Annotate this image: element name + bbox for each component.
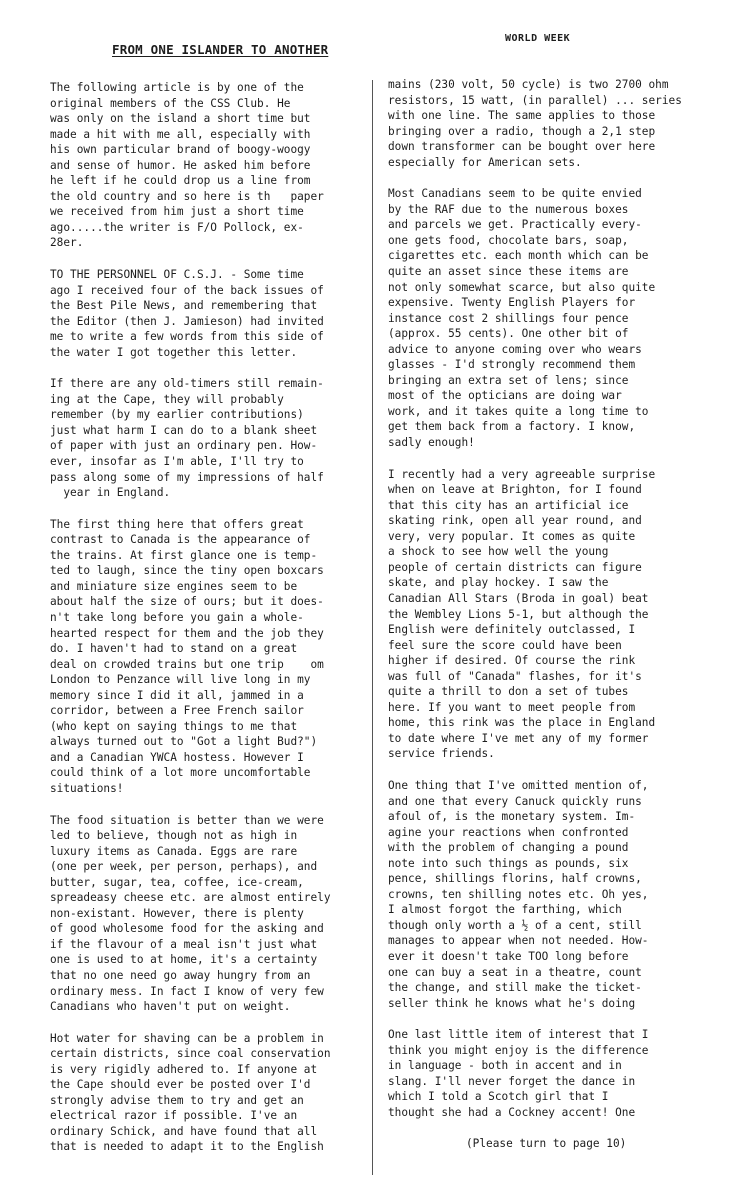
right-column <box>388 77 710 1168</box>
body-paragraph: One thing that I've omitted mention of, and one that every Canuck quickly runs afoul of, is the monetary system. Im- agine your reactions when confronted with the problem of changing a pound note into such things as pounds, six pence, shillings florins, half crowns, crowns, ten shilling notes etc. Oh yes, I almost forgot the farthing, which though only worth a ½ of a cent, still manages to appear when not needed. How- ever it doesn't take TOO long before one can buy a seat in a theatre, count the change, and still make the ticket- seller think he knows what he's doing <box>388 778 649 1010</box>
body-paragraph: TO THE PERSONNEL OF C.S.J. - Some time ago I received four of the back issues of the Best Pile News, and remembering that the Editor (then J. Jamieson) had invited me to write a few words from this side of the water I got together this letter. <box>50 268 324 359</box>
body-paragraph: Most Canadians seem to be quite envied by the RAF due to the numerous boxes and parcels we get. Practically every- one gets food, chocolate bars, soap, cigarettes etc. each month which can be quite an asset since these items are not only somewhat scarce, but also quite expensive. Twenty English Players for instance cost 2 shillings four pence (approx. 55 cents). One other bit of advice to anyone coming over who wears glasses - I'd strongly recommend them bringing an extra set of lens; since most of the opticians are doing war work, and it takes quite a long time to get them back from a factory. I know, sadly enough! <box>388 187 656 450</box>
body-paragraph: Hot water for shaving can be a problem in certain districts, since coal conservation is very rigidly adhered to. If anyone at the Cape should ever be posted over I'd strongly advise them to try and get an electrical razor if possible. I've an ordinary Schick, and have found that all that is needed to adapt it to the English <box>50 1031 331 1154</box>
body-paragraph: I recently had a very agreeable surprise when on leave at Brighton, for I found that this city has an artificial ice skating rink, open all year round, and very, very popular. It comes as quite a shock to see how well the young people of certain districts can figure skate, and play hockey. I saw the Canadian All Stars (Broda in goal) beat the Wembley Lions 5-1, but although the English were definitely outclassed, I feel sure the score could have been higher if desired. Of course the rink was full of "Canada" flashes, for it's quite a thrill to don a set of tubes here. If you want to meet people from home, this rink was the place in England to date where I've met any of my former service friends. <box>388 467 656 761</box>
body-paragraph: mains (230 volt, 50 cycle) is two 2700 ohm resistors, 15 watt, (in parallel) ... series with one line. The same applies to those bringing over a radio, though a 2,1 step down transformer can be bought over here especially for American sets. <box>388 78 682 169</box>
continuation-note: (Please turn to page 10) <box>466 1137 627 1151</box>
body-paragraph: If there are any old-timers still remain- ing at the Cape, they will probably remember (by my earlier contributions) just what harm I can do to a blank sheet of paper with just an ordinary pen. How- ever, insofar as I'm able, I'll try to pass along some of my impressions of half year in England. <box>50 377 324 500</box>
article-title: FROM ONE ISLANDER TO ANOTHER <box>112 42 329 57</box>
body-paragraph: The food situation is better than we were led to believe, though not as high in luxury items as Canada. Eggs are rare (one per week, per person, perhaps), and butter, sugar, tea, coffee, ice-cream, spreadeasy cheese etc. are almost entirely non-existant. However, there is plenty of good wholesome food for the asking and if the flavour of a meal isn't just what one is used to at home, it's a certainty that no one need go away hungry from an ordinary mess. In fact I know of very few Canadians who haven't put on weight. <box>50 813 331 1014</box>
intro-paragraph: The following article is by one of the original members of the CSS Club. He was only on the island a short time but made a hit with me all, especially with his own particular brand of boogy-woogy and sense of humor. He asked him before he left if he could drop us a line from the old country and so here is th paper we received from him just a short time ago.....the writer is F/O Pollock, ex- 28er. <box>50 81 324 250</box>
body-paragraph: One last little item of interest that I think you might enjoy is the difference in language - both in accent and in slang. I'll never forget the dance in which I told a Scotch girl that I thought she had a Cockney accent! One <box>388 1028 649 1119</box>
left-column <box>50 80 360 1171</box>
body-paragraph: The first thing here that offers great contrast to Canada is the appearance of the trains. At first glance one is temp- ted to laugh, since the tiny open boxcars and miniature size engines seem to be about half the size of ours; but it does- n't take long before you gain a whole- hearted respect for them and the job they do. I haven't had to stand on a great deal on crowded trains but one trip om London to Penzance will live long in my memory since I did it all, jammed in a corridor, between a Free French sailor (who kept on saying things to me that always turned out to "Got a light Bud?") and a Canadian YWCA hostess. However I could think of a lot more uncomfortable situations! <box>50 517 324 795</box>
page-header-mark: WORLD WEEK <box>505 33 571 44</box>
column-divider <box>372 80 373 1175</box>
